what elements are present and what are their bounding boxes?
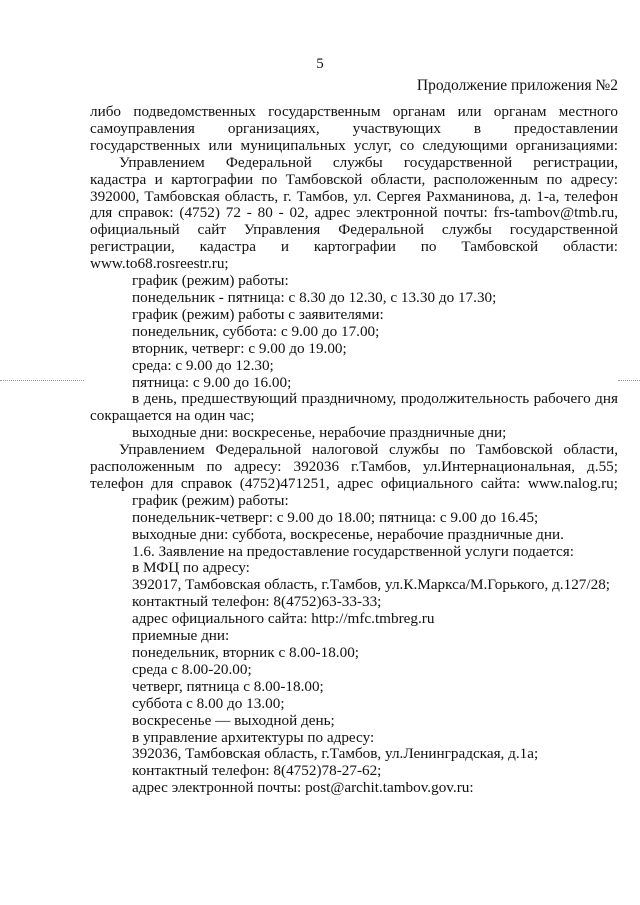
appendix-continuation-note: Продолжение приложения №2 — [416, 77, 618, 94]
text-line: в день, предшествующий праздничному, продолжительность рабочего дня — [132, 390, 618, 408]
text-line: 1.6. Заявление на предоставление государственной услуги подается: — [132, 542, 574, 560]
text-line: график (режим) работы с заявителями: — [132, 305, 384, 323]
text-line: адрес официального сайта: http://mfc.tmbreg.ru — [132, 610, 435, 628]
text-line: воскресенье — выходной день; — [132, 711, 335, 729]
scan-artifact-line-right — [618, 380, 640, 381]
text-line: регистрации, кадастра и картографии по Тамбовской области: — [90, 238, 618, 256]
text-line: пятница: с 9.00 до 16.00; — [132, 373, 292, 391]
document-body — [90, 104, 618, 797]
text-line: www.to68.rosreestr.ru; — [90, 255, 229, 273]
text-line: расположенным по адресу: 392036 г.Тамбов, ул.Интернациональная, д.55; — [90, 458, 618, 476]
text-line: Управлением Федеральной налоговой службы по Тамбовской области, — [119, 441, 618, 459]
text-line: график (режим) работы: — [132, 272, 289, 290]
text-line: официальный сайт Управления Федеральной службы государственной — [90, 221, 618, 239]
text-line: четверг, пятница с 8.00-18.00; — [132, 677, 324, 695]
scan-artifact-line — [0, 380, 84, 381]
text-line: понедельник-четверг: с 9.00 до 18.00; пятница: с 9.00 до 16.45; — [132, 508, 539, 526]
text-line: график (режим) работы: — [132, 491, 289, 509]
text-line: 392017, Тамбовская область, г.Тамбов, ул.К.Маркса/М.Горького, д.127/28; — [132, 576, 611, 594]
text-line: выходные дни: суббота, воскресенье, нерабочие праздничные дни. — [132, 525, 564, 543]
text-line: самоуправления организациях, участвующих в предоставлении — [90, 119, 618, 137]
page-number: 5 — [316, 56, 324, 72]
text-line: в МФЦ по адресу: — [132, 559, 250, 577]
text-line: Управлением Федеральной службы государственной регистрации, — [119, 153, 618, 171]
text-line: суббота с 8.00 до 13.00; — [132, 694, 285, 712]
text-line: сокращается на один час; — [90, 407, 255, 425]
text-line: либо подведомственных государственным органам или органам местного — [90, 103, 618, 120]
text-line: телефон для справок (4752)471251, адрес официального сайта: www.nalog.ru; — [90, 474, 618, 492]
text-line: понедельник, суббота: с 9.00 до 17.00; — [132, 322, 380, 340]
text-line: вторник, четверг: с 9.00 до 19.00; — [132, 339, 347, 357]
text-line: 392000, Тамбовская область, г. Тамбов, ул. Сергея Рахманинова, д. 1-а, телефон — [90, 187, 618, 205]
text-line: понедельник, вторник с 8.00-18.00; — [132, 644, 360, 661]
text-line: контактный телефон: 8(4752)63-33-33; — [132, 593, 382, 611]
text-line: для справок: (4752) 72 - 80 - 02, адрес электронной почты: frs-tambov@tmb.ru, — [90, 204, 618, 222]
text-line: кадастра и картографии по Тамбовской области, расположенным по адресу: — [90, 170, 618, 188]
text-line: контактный телефон: 8(4752)78-27-62; — [132, 762, 382, 780]
text-line: выходные дни: воскресенье, нерабочие праздничные дни; — [132, 424, 507, 442]
text-line: 392036, Тамбовская область, г.Тамбов, ул.Ленинградская, д.1а; — [132, 745, 539, 763]
text-line: среда: с 9.00 до 12.30; — [132, 356, 274, 374]
text-line: приемные дни: — [132, 627, 230, 645]
text-line: адрес электронной почты: post@archit.tambov.gov.ru: — [132, 779, 474, 797]
text-line: понедельник - пятница: с 8.30 до 12.30, с 13.30 до 17.30; — [132, 288, 497, 306]
text-line: государственных или муниципальных услуг, со следующими организациями: — [90, 136, 618, 154]
text-line: в управление архитектуры по адресу: — [132, 728, 375, 746]
text-line: среда с 8.00-20.00; — [132, 660, 252, 678]
